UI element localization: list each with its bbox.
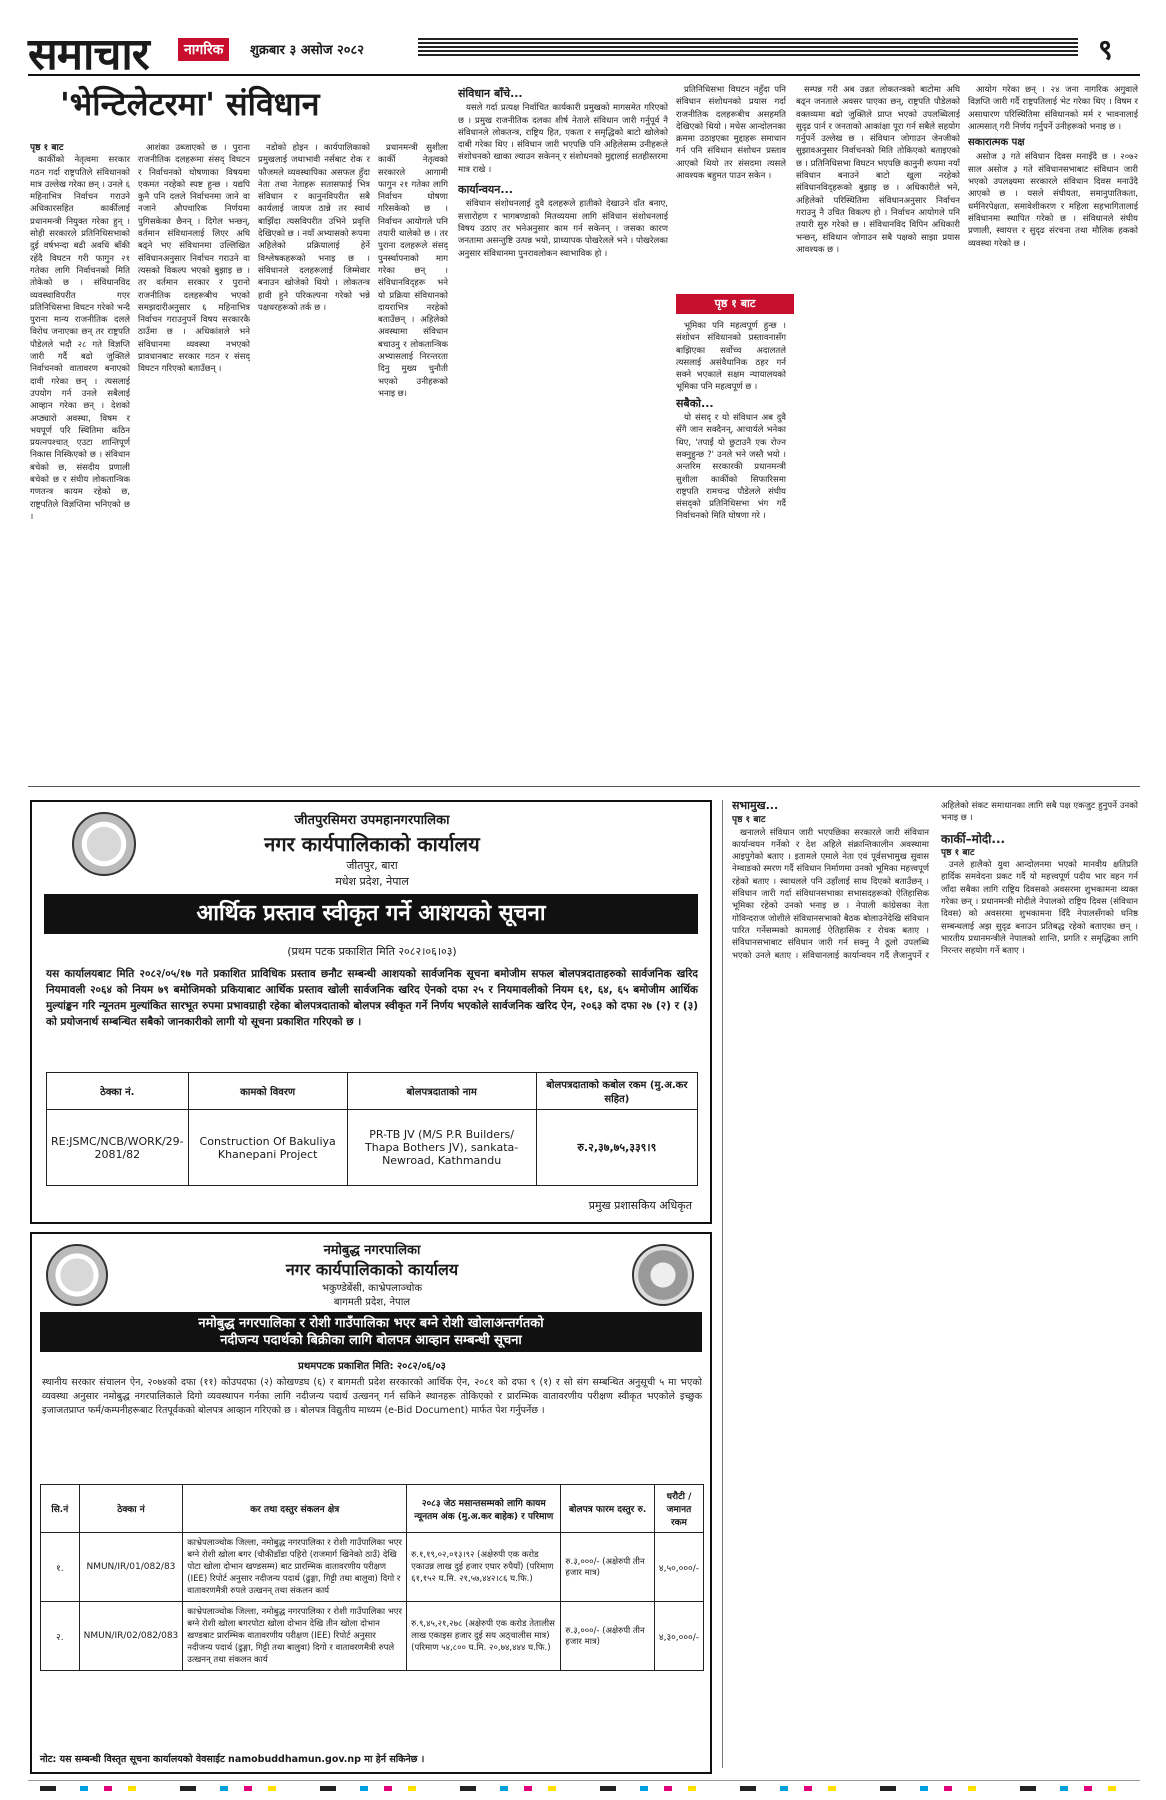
notice2-published: प्रथमपटक प्रकाशित मिति: २०८२/०६/०३ — [298, 1361, 446, 1372]
notice2-place: भकुण्डेबेंसी, काभ्रेपलाञ्चोक — [321, 1283, 423, 1294]
notice2-header-sn: सि.नं — [41, 1485, 80, 1533]
masthead-stripes — [418, 38, 1078, 58]
registration-marks — [40, 1786, 1130, 1791]
notice2-office: नगर कार्यपालिकाको कार्यालय — [285, 1260, 459, 1279]
article-column-5 — [458, 84, 668, 780]
row2-fee: रु.३,०००/- (अक्षेरुपी तीन हजार मात्र) — [561, 1602, 655, 1671]
lead-col2-text: आशंका उब्जाएको छ । पुराना राजनीतिक दलहरूमा संसद् विघटन र निर्वाचनको घोषणाका विषयमा एकमत नरहेको स्पष्ट हुन्छ । यद्यपि कुनै पनि दलले निर्वाचनमा जाने वा नजाने औपचारिक निर्णयमा पुगिसकेका छैनन् । दिगेल भन्छन्, वर्तमान संविधानलाई लिएर अघि बढ्ने भए संविधानमा उल्लिखित संविधानअनुसार निर्वाचन गराउने वा त्यसको विकल्प भएको बुझाइ छ । तर वर्तमान सरकार र पुरानो राजनीतिक दलहरूबीच भएको समझदारीअनुसार ६ महिनाभित्र निर्वाचन गराउनुपर्ने विषय सरकारकै ठाउँमा छ । अधिकांशले भने संविधानमा व्यवस्था नभएको प्रावधानबाट सरकार गठन र संसद् विघटन गरिएको बताउँछन् । — [138, 143, 250, 375]
lead-column-2 — [138, 142, 250, 780]
col6-text-2: भूमिका पनि महत्वपूर्ण हुन्छ । संशोधन संविधानको प्रस्तावनासँग बाझिएका सर्वोच्च अदालतले त्यसलाई असंवैधानिक ठहर गर्न सक्ने भएकाले सक्षम न्यायालयको भूमिका पनि महत्वपूर्ण छ । — [676, 321, 786, 393]
notice1-body: यस कार्यालयबाट मिति २०८२/०५/१७ गते प्रकाशित प्राविधिक प्रस्ताव छनौट सम्बन्धी आशयको सार्वजनिक सूचना बमोजीम सफल बोलपत्रदाताहरुको सार्वजनिक खरिद नियमावली २०६४ को नियम ७९ बमोजिमको प्रकियाबाट आर्थिक प्रस्ताव खोली सार्वजनिक खरिद ऐनको दफा २५ र नियमावलीको नियम ६१, ६४, ६५ बमोजीम आर्थिक मुल्यांङ्कन गरि न्यूनतम मुल्यांकित सारभूत रुपमा प्रभावग्राही रहेका बोलपत्रदाताको बोलपत्र स्वीकृत गर्ने निर्णय भएकोले सार्वजनिक खरिद ऐन, २०६३ को दफा २७ (२) र (३) को प्रयोजनार्थ सम्बन्धित सबैको जानकारीको लागी यो सूचना प्रकाशित गरिएको छ । — [46, 968, 698, 1028]
notice1-header-amount: बोलपत्रदाताको कबोल रकम (मु.अ.कर सहित) — [536, 1073, 697, 1110]
col5-heading-1: संविधान बाँचे... — [458, 87, 523, 100]
notice1-published: (प्रथम पटक प्रकाशित मिति २०८२।०६।०३) — [287, 945, 457, 958]
notice2-header-fee: बोलपत्र फारम दस्तुर रु. — [561, 1485, 655, 1533]
notice2-header-amount: २०८३ जेठ मसान्तसम्मको लागि कायम न्यूनतम अंक (मु.अ.कर बाहेक) र परिमाण — [407, 1485, 561, 1533]
section-tag: नागरिक — [178, 38, 229, 61]
page-number: ९ — [1098, 33, 1113, 66]
row1-sn: १. — [41, 1533, 80, 1602]
bottom-rule — [28, 1780, 1140, 1781]
notice1-contract-no: RE:JSMC/NCB/WORK/29-2081/82 — [47, 1110, 189, 1186]
col6-text-1: प्रतिनिधिसभा विघटन नहुँदा पनि संविधान संशोधनको प्रयास गर्दा राजनीतिक दलहरूबीच असहमति देखिएको थियो । मधेस आन्दोलनका क्रममा उठाइएका मुद्दाहरू समाधान गर्न पनि संविधान संशोधन प्रस्ताव आएको थियो तर संसदमा त्यसले आवश्यक बहुमत पाउन सकेन । — [676, 85, 786, 182]
issue-date: शुक्रबार ३ असोज २०८२ — [250, 43, 365, 58]
notice1-province: मधेश प्रदेश, नेपाल — [335, 875, 409, 888]
lead-col4-text: प्रधानमन्त्री सुशीला कार्की नेतृत्वको सरकारले आगामी फागुन २१ गतेका लागि निर्वाचन घोषणा गरिसकेको छ । निर्वाचन आयोगले पनि तयारी थालेको छ । तर पुराना दलहरूले संसद् पुनर्स्थापनाको माग गरेका छन् । संविधानविद्हरू भने यो प्रक्रिया संविधानको दायराभित्र नरहेको बताउँछन् । अहिलेको अवस्थामा संविधान बचाउनु र लोकतान्त्रिक अभ्यासलाई निरन्तरता दिनु मुख्य चुनौती भएको उनीहरूको भनाइ छ। — [378, 143, 448, 399]
lead-column-1 — [30, 142, 130, 780]
notice2-municipality: नमोबुद्ध नगरपालिका — [323, 1243, 421, 1258]
row1-amount: रु.१,१९,०२,०१३।९२ (अक्षेरुपी एक करोड एकाउन्न लाख दुई हजार एघार रुपैयाँ) (परिमाण ६१,१५२ घ.मि. २१,५७,४४२।८६ घ.फि.) — [407, 1533, 561, 1602]
article-column-6b — [676, 320, 786, 780]
col5-text-1: यसले गर्दा प्रत्यक्ष निर्वाचित कार्यकारी प्रमुखको मागसमेत गरिएको छ । प्रमुख राजनीतिक दलका शीर्ष नेताले संविधान जारी गर्नुपूर्व नै संविधानले लोकतन्त्र, राष्ट्रिय हित, एकता र समृद्धिको बाटो खोलेको दाबी गरेका थिए । संविधान जारी भएपछि पनि अहिलेसम्म उनीहरूले संशोधनको खाका ल्याउन सकेनन् र संशोधनको मुद्दालाई सतहीस्तरमा मात्र राखे । — [458, 103, 668, 175]
row2-sn: २. — [41, 1602, 80, 1671]
lead-column-3 — [258, 142, 370, 780]
sidebar-divider — [722, 800, 723, 1768]
col8-text-1: आयोग गरेका छन् । २४ जना नागरिक अगुवाले विज्ञप्ति जारी गर्दै राष्ट्रपतिलाई भेट गरेका थिए । विषम र असाधारण परिस्थितिमा संविधानको मर्म र भावनालाई आत्मसात् गरी निर्णय गर्नुपर्ने उनीहरूको भनाइ छ । — [968, 85, 1138, 132]
notice2-province: बागमती प्रदेश, नेपाल — [333, 1297, 411, 1308]
row2-amount: रु.९,४५,२१,२७८ (अक्षेरुपी एक करोड तेतालीस लाख एकाइस हजार दुई सय अठ्चालीस मात्र) (परिमाण ५४,८०० घ.मि. २०,७४,४४४ घ.फि.) — [407, 1602, 561, 1671]
sidebar-dateline-1: पृष्ठ १ बाट — [732, 815, 766, 826]
continued-label: पृष्ठ १ बाट — [676, 294, 794, 314]
row1-deposit: ४,५०,०००/- — [654, 1533, 703, 1602]
notice1-municipality: जीतपुरसिमरा उपमहानगरपालिका — [294, 813, 450, 828]
col6-heading: सबैको... — [676, 396, 714, 410]
row1-code: NMUN/IR/01/082/83 — [79, 1533, 183, 1602]
sidebar-dateline-2: पृष्ठ १ बाट — [941, 847, 975, 858]
row2-code: NMUN/IR/02/082/083 — [79, 1602, 183, 1671]
notice1-office: नगर कार्यपालिकाको कार्यालय — [264, 832, 480, 856]
lead-dateline: पृष्ठ १ बाट — [30, 143, 64, 153]
lead-col3-text: नडोको होइन । कार्यपालिकाको प्रमुखलाई जथाभावी नर्सबाट रोक र फौजमले व्यवस्थापिका असफल हुँदा नेता तथा नेताहरू सतासफाई भित्र संविधान र कानुनविपरीत सबै कार्यलाई जायज ठान्ने तर स्वार्थ बाझिँदा त्यसविपरीत उभिने प्रवृत्ति देखिएको छ । नयाँ अभ्यासको रूपमा अहिलेको प्रक्रियालाई हेर्ने विश्लेषकहरूको भनाइ छ । संविधानले दलहरूलाई जिम्मेवार बनाउन खोजेको थियो । लोकतन्त्र हावी हुने परिकल्पना गरेको भन्ने पक्षधरहरूको तर्क छ । — [258, 143, 370, 313]
notice2-footnote: नोट: यस सम्बन्धी विस्तृत सूचना कार्यालयको वेवसाईट namobuddhamun.gov.np मा हेर्न सकिनेछ । — [40, 1754, 425, 1765]
sidebar-heading-1: सभामुख... — [732, 800, 779, 812]
row2-area: काभ्रेपलाञ्चोक जिल्ला, नमोबुद्ध नगरपालिका र रोशी गाउँपालिका भएर बग्ने रोशी खोला बगरपोटा खोला दोभान देखि तीन खोला दोभान खण्डबाट प्रारम्भिक वातावरणीय परीक्षण (IEE) रिपोर्ट अनुसार नदीजन्य पदार्थ (ढुङ्गा, गिट्टी तथा बालुवा) दिगो र वातावरणमैत्री रुपले उत्खनन् तथा संकलन कार्य — [183, 1602, 407, 1671]
lead-headline: 'भेन्टिलेटरमा' संविधान — [60, 85, 320, 123]
notice2-title-bar — [40, 1312, 702, 1352]
notice-namobuddha — [30, 1232, 712, 1774]
notice2-header-area: कर तथा दस्तुर संकलन क्षेत्र — [183, 1485, 407, 1533]
notice1-work-desc: Construction Of Bakuliya Khanepani Project — [188, 1110, 347, 1186]
notice1-header-bidder: बोलपत्रदाताको नाम — [347, 1073, 536, 1110]
sidebar-column — [732, 800, 1138, 1768]
notice2-header-deposit: धरौटी / जमानत रकम — [654, 1485, 703, 1533]
col5-text-2: संविधान संशोधनलाई दुवै दलहरूले हातीको देखाउने दाँत बनाए, सत्तारोहण र भागबण्डाको मितव्ययमा लागि संविधान संशोधनलाई विषय उठाए तर भनेअनुसार काम गर्न सकेनन् । जसका कारण जनतामा असन्तुष्टि उत्पन्न भयो, प्राध्यापक पोखरेलले भने । पोखरेलका अनुसार संविधानमा पुनरावलोकन स्वाभाविक हो । — [458, 199, 668, 259]
notice-jitpur — [30, 800, 712, 1224]
lead-column-4 — [378, 142, 448, 780]
col5-heading-2: कार्यान्वयन... — [458, 183, 513, 197]
row1-area: काभ्रेपलाञ्चोक जिल्ला, नमोबुद्ध नगरपालिका र रोशी गाउँपालिका भएर बग्ने रोशी खोला बगर (चौकीडाँडा पहिरो (राजमार्ग खिनेको ठाउँ) देखि पोटा खोला दोभान खण्डसम्म) बाट प्रारम्भिक वातावरणीय परीक्षण (IEE) रिपोर्ट अनुसार नदीजन्य पदार्थ (ढुङ्गा, गिट्टी तथा बालुवा) दिगो र वातावरणमैत्री रुपले उत्खनन् तथा संकलन कार्य — [183, 1533, 407, 1602]
notice2-title-line1: नमोबुद्ध नगरपालिका र रोशी गाउँपालिका भएर बग्ने रोशी खोलाअन्तर्गतको — [198, 1316, 544, 1331]
sidebar-text-2: उनले हालैको युवा आन्दोलनमा भएको मानवीय क्षतिप्रति हार्दिक समवेदना प्रकट गर्दै यो महत्त्वपूर्ण पदीय भार वहन गर्न जाँदा सबैका लागि राष्ट्रिय दिवसको अवसरमा शुभकामना व्यक्त गरेका छन् । प्रधानमन्त्री मोदीले नेपालको राष्ट्रिय दिवस (संविधान दिवस) को अवसरमा शुभकामना दिँदै नेपालसँगको घनिष्ठ सम्बन्धलाई अझ सुदृढ बनाउन प्रतिबद्ध रहेको बताएका छन् । भारतीय प्रधानमन्त्रीले नेपालको शान्ति, प्रगति र समृद्धिका लागि निरन्तर सहयोग गर्ने बताए । — [941, 860, 1138, 957]
notice1-place: जीतपुर, बारा — [346, 859, 398, 872]
notice2-title-line2: नदीजन्य पदार्थको बिक्रीका लागि बोलपत्र आव्हान सम्बन्धी सूचना — [220, 1333, 522, 1348]
sidebar-text-1: खनालले संविधान जारी भएपछिका सरकारले जारी संविधान कार्यान्वयन गर्नेको र देश अहिले संक्रान्तिकालीन अवस्थामा आइपुगेको बताए । इतामले एमाले नेता एवं पूर्वसभामुख सुवास नेम्वाङको स्मरण गर्दै संविधान निर्माणमा उनको भूमिका महत्त्वपूर्ण रहेको बताए । स्वाधलले पनि उहाँलाई साथ दिएको बताउँछन् । संविधान जारी गर्दा संविधानसभाका सभासदहरूको ऐतिहासिक भूमिका रहेको उनको भनाइ छ । नेपाली कांग्रेसका नेता गोविन्दराज जोशीले संविधानसभाको बैठक बोलाउनेदेखि संविधान पारित गर्नेसम्मको कामलाई ऐतिहासिक र रोचक बताए । संविधानसभाबाट संविधान जारी गर्न सक्नु नै ठूलो उपलब्धि भएको उनले बताए । संविधानलाई कार्यान्वयन गर्दै लैजानुपर्ने र अहिलेको संकट समाधानका लागि सबै पक्ष एकजुट हुनुपर्ने उनको भनाइ छ । — [732, 801, 1138, 961]
row2-deposit: ४,३०,०००/- — [654, 1602, 703, 1671]
notice2-table — [40, 1484, 704, 1671]
table-row — [41, 1602, 704, 1671]
article-column-8 — [968, 84, 1138, 780]
col8-text-2: असोज ३ गते संविधान दिवस मनाइँदै छ । २०७२ साल असोज ३ गते संविधानसभाबाट संविधान जारी भएको उपलक्ष्यमा सरकारले संविधान दिवस मनाउँदै आएको छ । यसले संघीयता, समानुपातिकता, धर्मनिरपेक्षता, समावेशीकरण र महिला सहभागितालाई संविधानमा स्थापित गरेको छ । संविधानले संघीय प्रणाली, स्वायत्त र सुदृढ संरचना तथा मौलिक हकको व्यवस्था गरेको छ । — [968, 152, 1138, 249]
notice2-header-code: ठेक्का नं — [79, 1485, 183, 1533]
notice1-title: आर्थिक प्रस्ताव स्वीकृत गर्ने आशयको सूचना — [44, 894, 698, 934]
notice1-header-work: कामको विवरण — [188, 1073, 347, 1110]
article-column-7 — [796, 84, 960, 780]
masthead-rule — [28, 74, 1140, 76]
lead-col1-text: कार्कीको नेतृत्वमा सरकार गठन गर्दा राष्ट्रपतिले संविधानको मात्र उल्लेख गरेका छन् । उनले ६ महिनाभित्र निर्वाचन गराउने अधिकारसहित कार्कीलाई प्रधानमन्त्री नियुक्त गरेका हुन् । सोही सरकारले प्रतिनिधिसभाको दुई वर्षभन्दा बढी अवधि बाँकी रहेंदै विघटन गरी फागुन २१ गतेका लागि निर्वाचनको मिति तोकेको छ । संविधानविद व्यवस्थाविपरीत गएर प्रतिनिधिसभा विघटन गरेको भन्दै पुराना मान्य राजनीतिक दलले विरोध जनाएका छन् तर राष्ट्रपति पौडेलले भदौ २८ गते विज्ञप्ति जारी गर्दै बढो जुक्तिले निर्वाचनको वातावरण बनाएको दावी गरेका छन् । त्यसलाई उपयोग गर्न उनले सबैलाई आव्हान गरेका छन् । देशको अप्ठ्यारो अवस्था, विषम र भयपूर्ण परि स्थितिमा कठिन प्रयत्नपश्चात् एउटा शान्तिपूर्ण निकास निस्किएको छ । संविधान बचेको छ, संसदीय प्रणाली बचेको छ र संघीय लोकतान्त्रिक गणतन्त्र कायम रहेको छ, राष्ट्रपतिले विज्ञप्तिमा भनिएको छ । — [30, 155, 130, 522]
notice1-signature: प्रमुख प्रशासकिय अधिकृत — [588, 1199, 692, 1212]
row1-fee: रु.३,०००/- (अक्षेरुपी तीन हजार मात्र) — [561, 1533, 655, 1602]
notice1-header-contract: ठेक्का नं. — [47, 1073, 189, 1110]
col8-heading: सकारात्मक पक्ष — [968, 137, 1025, 149]
section-divider — [28, 786, 1140, 787]
masthead-title: समाचार — [28, 29, 149, 80]
notice1-bid-amount: रु.२,३७,७५,३३९।९ — [536, 1110, 697, 1186]
notice1-table — [46, 1072, 698, 1186]
col7-text: सम्पन्न गरी अब उन्नत लोकतन्त्रको बाटोमा अघि बढ्न जनताले अवसर पाएका छन्, राष्ट्रपति पौडेलको वक्तव्यमा बढो जुक्तिले प्राप्त भएको उपलब्धिलाई सुदृढ पार्न र जनताको आकांक्षा पूरा गर्न सबैले सहयोग गर्नुपर्ने उल्लेख छ । संविधान जोगाउन जेनजीको सुझावअनुसार निर्वाचनको मिति तोकिएको बताइएको छ । प्रतिनिधिसभा विघटन भएपछि कानुनी रूपमा नयाँ संविधान बनाउने बाटो खुला नरहेको संविधानविद्हरूको बुझाइ छ । अधिकारीले भने, अहिलेको परिस्थितिमा संविधानअनुसार निर्वाचन गराउनु नै उचित विकल्प हो । निर्वाचन आयोगले पनि तयारी सुरु गरेको छ । संविधानविद विपिन अधिकारी भन्छन्, संविधान जोगाउन सबै पक्षको साझा प्रयास आवश्यक छ । — [796, 85, 960, 255]
col6-text-3: यो संसद् र यो संविधान अब दुवै सँगै जान सक्दैनन्, आचार्यले भनेका थिए, 'तपाईं यो छुटाउनै एक रोज्न सक्नुहुन्छ ?' उनले भने जस्तै भयो । अन्तरिम सरकारकी प्रधानमन्त्री सुशीला कार्कीको सिफारिसमा राष्ट्रपति रामचन्द्र पौडेलले संघीय संसद्को प्रतिनिधिसभा भंग गर्दै निर्वाचनको मिति घोषणा गरे । — [676, 413, 786, 522]
notice1-bidder-name: PR-TB JV (M/S P.R Builders/ Thapa Bothers JV), sankata-Newroad, Kathmandu — [347, 1110, 536, 1186]
table-row — [41, 1533, 704, 1602]
notice2-body: स्थानीय सरकार संचालन ऐन, २०७४को दफा (११) कोउपदफा (२) कोखण्डघ (६) र बागमती प्रदेश सरकारको आर्थिक ऐन, २०८१ को दफा ९ (१) र सो संग सम्बन्धित अनुसूची ५ मा भएको व्यवस्था अनुसार नमोबुद्ध नगरपालिकाले दिगो व्यवस्थापन गर्नका लागि नदीजन्य पदार्थ उत्खनन् गर्न सकिने स्थानहरू तोकिएको र प्रारम्भिक वातावरणीय परीक्षण स्वीकृत भएकोले इच्छुक इजाजतप्राप्त फर्म/कम्पनीहरूबाट रितपूर्वकको बोलपत्र आव्हान गरिएको छ । बोलपत्र विद्युतीय माध्यम (e-Bid Document) मार्फत पेश गर्नुपर्नेछ । — [42, 1377, 702, 1416]
sidebar-heading-2: कार्की–मोदी... — [941, 831, 1006, 846]
